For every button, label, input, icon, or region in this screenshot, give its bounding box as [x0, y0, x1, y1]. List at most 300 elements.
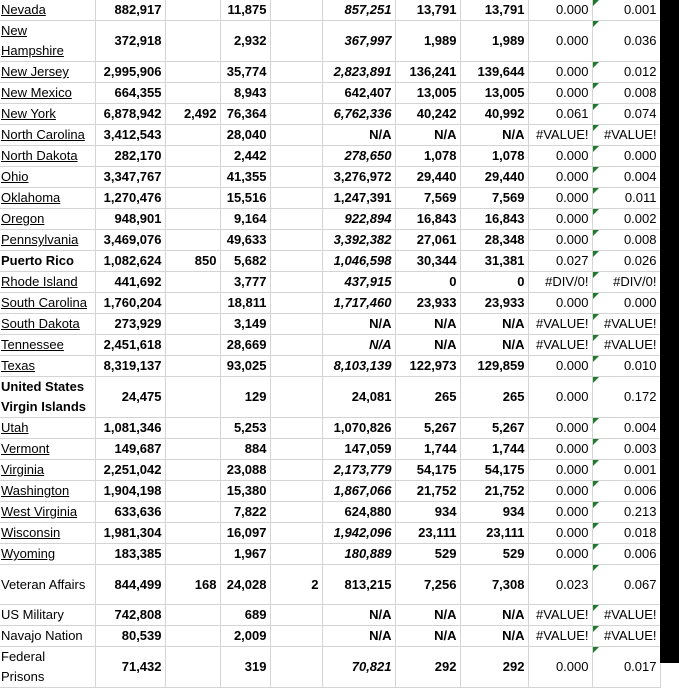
cell-jurisdiction[interactable] [0, 626, 95, 647]
cell-col-j[interactable]: #DIV/0! [592, 272, 660, 293]
cell-col-g[interactable]: 29,440 [395, 167, 460, 188]
cell-jurisdiction[interactable] [0, 146, 95, 167]
cell-col-e[interactable] [270, 104, 322, 125]
cell-col-g[interactable]: 27,061 [395, 230, 460, 251]
cell-col-h[interactable]: 1,989 [460, 21, 528, 62]
cell-jurisdiction[interactable] [0, 335, 95, 356]
cell-col-d[interactable]: 3,149 [220, 314, 270, 335]
cell-col-c[interactable] [165, 146, 220, 167]
cell-col-b[interactable]: 664,355 [95, 83, 165, 104]
cell-col-h[interactable]: 5,267 [460, 418, 528, 439]
cell-jurisdiction[interactable] [0, 481, 95, 502]
cell-col-b[interactable]: 282,170 [95, 146, 165, 167]
cell-col-e[interactable] [270, 209, 322, 230]
jurisdiction-link[interactable]: New Mexico [1, 85, 72, 100]
cell-col-h[interactable]: 21,752 [460, 481, 528, 502]
cell-col-g[interactable]: 1,989 [395, 21, 460, 62]
cell-col-h[interactable]: 23,111 [460, 523, 528, 544]
cell-col-i[interactable]: 0.027 [528, 251, 592, 272]
cell-col-i[interactable]: 0.000 [528, 647, 592, 688]
cell-col-g[interactable]: 16,843 [395, 209, 460, 230]
cell-jurisdiction[interactable] [0, 460, 95, 481]
cell-col-g[interactable]: 40,242 [395, 104, 460, 125]
cell-col-j[interactable]: 0.018 [592, 523, 660, 544]
cell-jurisdiction[interactable] [0, 272, 95, 293]
cell-col-j[interactable]: 0.003 [592, 439, 660, 460]
cell-col-j[interactable]: 0.011 [592, 188, 660, 209]
cell-col-f[interactable]: 24,081 [322, 377, 395, 418]
cell-col-b[interactable]: 2,995,906 [95, 62, 165, 83]
cell-col-e[interactable] [270, 418, 322, 439]
cell-col-h[interactable]: N/A [460, 125, 528, 146]
cell-col-i[interactable]: #VALUE! [528, 335, 592, 356]
cell-col-f[interactable]: 1,046,598 [322, 251, 395, 272]
cell-col-i[interactable]: #VALUE! [528, 605, 592, 626]
cell-col-e[interactable] [270, 335, 322, 356]
cell-col-b[interactable]: 149,687 [95, 439, 165, 460]
cell-col-d[interactable]: 23,088 [220, 460, 270, 481]
jurisdiction-link[interactable]: North Dakota [1, 148, 78, 163]
cell-col-c[interactable]: 2,492 [165, 104, 220, 125]
cell-col-h[interactable]: 54,175 [460, 460, 528, 481]
cell-col-i[interactable]: 0.000 [528, 230, 592, 251]
cell-col-h[interactable]: 139,644 [460, 62, 528, 83]
cell-col-c[interactable] [165, 418, 220, 439]
cell-col-b[interactable]: 844,499 [95, 565, 165, 605]
cell-col-b[interactable]: 1,981,304 [95, 523, 165, 544]
cell-col-d[interactable]: 2,932 [220, 21, 270, 62]
cell-col-e[interactable]: 2 [270, 565, 322, 605]
cell-col-g[interactable]: N/A [395, 335, 460, 356]
cell-col-f[interactable]: 70,821 [322, 647, 395, 688]
cell-col-c[interactable] [165, 21, 220, 62]
cell-col-b[interactable]: 2,451,618 [95, 335, 165, 356]
cell-col-e[interactable] [270, 523, 322, 544]
cell-jurisdiction[interactable] [0, 544, 95, 565]
cell-col-g[interactable]: 1,744 [395, 439, 460, 460]
jurisdiction-link[interactable]: New Jersey [1, 64, 69, 79]
cell-col-f[interactable]: 2,173,779 [322, 460, 395, 481]
cell-col-b[interactable]: 6,878,942 [95, 104, 165, 125]
cell-col-c[interactable] [165, 314, 220, 335]
cell-col-d[interactable]: 24,028 [220, 565, 270, 605]
cell-col-e[interactable] [270, 167, 322, 188]
cell-col-c[interactable] [165, 439, 220, 460]
cell-col-e[interactable] [270, 544, 322, 565]
cell-col-c[interactable] [165, 523, 220, 544]
jurisdiction-link[interactable]: Wyoming [1, 546, 56, 561]
cell-col-b[interactable]: 183,385 [95, 544, 165, 565]
cell-col-j[interactable]: 0.213 [592, 502, 660, 523]
cell-col-h[interactable]: N/A [460, 314, 528, 335]
cell-col-h[interactable]: 292 [460, 647, 528, 688]
cell-col-e[interactable] [270, 272, 322, 293]
cell-col-h[interactable]: 7,569 [460, 188, 528, 209]
cell-col-e[interactable] [270, 626, 322, 647]
jurisdiction-link[interactable]: West Virginia [1, 504, 78, 519]
cell-col-b[interactable]: 3,412,543 [95, 125, 165, 146]
cell-col-b[interactable]: 1,270,476 [95, 188, 165, 209]
cell-col-d[interactable]: 5,682 [220, 251, 270, 272]
cell-col-j[interactable]: #VALUE! [592, 626, 660, 647]
cell-col-h[interactable]: 13,005 [460, 83, 528, 104]
cell-col-d[interactable]: 5,253 [220, 418, 270, 439]
cell-jurisdiction[interactable] [0, 104, 95, 125]
cell-col-i[interactable]: 0.000 [528, 62, 592, 83]
cell-col-d[interactable]: 16,097 [220, 523, 270, 544]
cell-jurisdiction[interactable] [0, 83, 95, 104]
cell-col-i[interactable]: #VALUE! [528, 314, 592, 335]
cell-col-h[interactable]: 23,933 [460, 293, 528, 314]
cell-col-i[interactable]: 0.000 [528, 439, 592, 460]
cell-col-j[interactable]: 0.008 [592, 83, 660, 104]
cell-col-h[interactable]: 40,992 [460, 104, 528, 125]
cell-col-d[interactable]: 2,009 [220, 626, 270, 647]
cell-col-d[interactable]: 319 [220, 647, 270, 688]
cell-col-e[interactable] [270, 439, 322, 460]
cell-jurisdiction[interactable] [0, 314, 95, 335]
cell-col-g[interactable]: 1,078 [395, 146, 460, 167]
cell-col-d[interactable]: 49,633 [220, 230, 270, 251]
cell-col-e[interactable] [270, 21, 322, 62]
cell-col-c[interactable] [165, 356, 220, 377]
cell-col-c[interactable]: 850 [165, 251, 220, 272]
cell-col-e[interactable] [270, 230, 322, 251]
cell-jurisdiction[interactable] [0, 293, 95, 314]
cell-col-j[interactable]: #VALUE! [592, 125, 660, 146]
cell-col-c[interactable] [165, 83, 220, 104]
cell-jurisdiction[interactable] [0, 439, 95, 460]
cell-col-h[interactable]: 1,744 [460, 439, 528, 460]
cell-col-j[interactable]: 0.008 [592, 230, 660, 251]
cell-col-f[interactable]: 6,762,336 [322, 104, 395, 125]
cell-jurisdiction[interactable] [0, 356, 95, 377]
cell-col-g[interactable]: N/A [395, 314, 460, 335]
jurisdiction-link[interactable]: New Hampshire [1, 23, 64, 58]
cell-col-c[interactable] [165, 209, 220, 230]
cell-col-f[interactable]: 8,103,139 [322, 356, 395, 377]
cell-col-e[interactable] [270, 62, 322, 83]
cell-jurisdiction[interactable] [0, 0, 95, 21]
cell-col-j[interactable]: 0.000 [592, 293, 660, 314]
cell-col-f[interactable]: 147,059 [322, 439, 395, 460]
cell-col-h[interactable]: 31,381 [460, 251, 528, 272]
cell-col-j[interactable]: #VALUE! [592, 314, 660, 335]
cell-jurisdiction[interactable] [0, 125, 95, 146]
cell-col-c[interactable] [165, 544, 220, 565]
cell-col-f[interactable]: 1,867,066 [322, 481, 395, 502]
cell-col-f[interactable]: 1,717,460 [322, 293, 395, 314]
cell-col-d[interactable]: 884 [220, 439, 270, 460]
cell-col-g[interactable]: 7,256 [395, 565, 460, 605]
cell-col-d[interactable]: 129 [220, 377, 270, 418]
jurisdiction-link[interactable]: Pennsylvania [1, 232, 79, 247]
cell-jurisdiction[interactable] [0, 523, 95, 544]
cell-col-g[interactable]: 934 [395, 502, 460, 523]
cell-col-f[interactable]: 3,392,382 [322, 230, 395, 251]
cell-col-j[interactable]: 0.004 [592, 418, 660, 439]
cell-col-f[interactable]: N/A [322, 626, 395, 647]
cell-col-c[interactable] [165, 481, 220, 502]
cell-col-i[interactable]: 0.000 [528, 167, 592, 188]
cell-col-c[interactable] [165, 62, 220, 83]
cell-col-d[interactable]: 18,811 [220, 293, 270, 314]
cell-col-h[interactable]: 0 [460, 272, 528, 293]
cell-jurisdiction[interactable] [0, 188, 95, 209]
cell-col-i[interactable]: 0.000 [528, 293, 592, 314]
cell-col-i[interactable]: 0.000 [528, 544, 592, 565]
cell-col-c[interactable] [165, 335, 220, 356]
cell-col-i[interactable]: 0.000 [528, 21, 592, 62]
cell-jurisdiction[interactable] [0, 167, 95, 188]
cell-col-d[interactable]: 15,380 [220, 481, 270, 502]
cell-col-e[interactable] [270, 605, 322, 626]
cell-col-g[interactable]: 23,933 [395, 293, 460, 314]
cell-col-g[interactable]: N/A [395, 605, 460, 626]
cell-col-e[interactable] [270, 83, 322, 104]
cell-col-g[interactable]: 136,241 [395, 62, 460, 83]
cell-col-f[interactable]: 813,215 [322, 565, 395, 605]
jurisdiction-link[interactable]: South Dakota [1, 316, 80, 331]
jurisdiction-link[interactable]: Oklahoma [1, 190, 61, 205]
cell-col-g[interactable]: 529 [395, 544, 460, 565]
cell-col-b[interactable]: 3,347,767 [95, 167, 165, 188]
cell-jurisdiction[interactable] [0, 565, 95, 605]
cell-col-g[interactable]: 5,267 [395, 418, 460, 439]
cell-col-d[interactable]: 28,669 [220, 335, 270, 356]
cell-col-g[interactable]: 0 [395, 272, 460, 293]
cell-col-g[interactable]: 265 [395, 377, 460, 418]
jurisdiction-link[interactable]: Vermont [1, 441, 50, 456]
cell-col-f[interactable]: 3,276,972 [322, 167, 395, 188]
cell-jurisdiction[interactable] [0, 647, 95, 688]
cell-col-b[interactable]: 2,251,042 [95, 460, 165, 481]
cell-col-j[interactable]: 0.172 [592, 377, 660, 418]
jurisdiction-link[interactable]: Texas [1, 358, 35, 373]
cell-col-f[interactable]: N/A [322, 335, 395, 356]
cell-col-e[interactable] [270, 481, 322, 502]
cell-col-f[interactable]: 2,823,891 [322, 62, 395, 83]
jurisdiction-link[interactable]: Tennessee [1, 337, 64, 352]
cell-col-e[interactable] [270, 125, 322, 146]
cell-col-b[interactable]: 3,469,076 [95, 230, 165, 251]
cell-jurisdiction[interactable] [0, 230, 95, 251]
cell-col-j[interactable]: 0.012 [592, 62, 660, 83]
cell-col-j[interactable]: 0.000 [592, 146, 660, 167]
cell-col-d[interactable]: 7,822 [220, 502, 270, 523]
cell-col-i[interactable]: 0.000 [528, 523, 592, 544]
cell-jurisdiction[interactable] [0, 62, 95, 83]
jurisdiction-link[interactable]: Ohio [1, 169, 29, 184]
cell-col-c[interactable] [165, 377, 220, 418]
cell-col-h[interactable]: 1,078 [460, 146, 528, 167]
cell-col-d[interactable]: 8,943 [220, 83, 270, 104]
cell-col-i[interactable]: 0.061 [528, 104, 592, 125]
cell-col-i[interactable]: #VALUE! [528, 626, 592, 647]
cell-col-i[interactable]: 0.000 [528, 209, 592, 230]
cell-col-j[interactable]: 0.001 [592, 0, 660, 21]
cell-col-d[interactable]: 689 [220, 605, 270, 626]
cell-col-g[interactable]: 23,111 [395, 523, 460, 544]
cell-jurisdiction[interactable] [0, 605, 95, 626]
cell-col-c[interactable] [165, 167, 220, 188]
cell-col-i[interactable]: 0.000 [528, 83, 592, 104]
cell-col-f[interactable]: 367,997 [322, 21, 395, 62]
cell-col-c[interactable] [165, 502, 220, 523]
cell-col-d[interactable]: 11,875 [220, 0, 270, 21]
cell-col-d[interactable]: 93,025 [220, 356, 270, 377]
cell-col-b[interactable]: 742,808 [95, 605, 165, 626]
cell-col-g[interactable]: 292 [395, 647, 460, 688]
cell-col-h[interactable]: 129,859 [460, 356, 528, 377]
cell-col-c[interactable] [165, 626, 220, 647]
cell-col-g[interactable]: 54,175 [395, 460, 460, 481]
cell-col-f[interactable]: 1,942,096 [322, 523, 395, 544]
jurisdiction-link[interactable]: Nevada [1, 2, 46, 17]
cell-col-h[interactable]: 29,440 [460, 167, 528, 188]
cell-col-c[interactable] [165, 647, 220, 688]
cell-col-i[interactable]: 0.023 [528, 565, 592, 605]
cell-col-b[interactable]: 1,082,624 [95, 251, 165, 272]
jurisdiction-link[interactable]: South Carolina [1, 295, 87, 310]
cell-col-j[interactable]: 0.074 [592, 104, 660, 125]
cell-col-f[interactable]: 857,251 [322, 0, 395, 21]
cell-col-f[interactable]: 1,070,826 [322, 418, 395, 439]
cell-col-e[interactable] [270, 314, 322, 335]
cell-jurisdiction[interactable] [0, 377, 95, 418]
cell-col-j[interactable]: 0.006 [592, 481, 660, 502]
cell-col-b[interactable]: 948,901 [95, 209, 165, 230]
cell-col-g[interactable]: 7,569 [395, 188, 460, 209]
cell-col-b[interactable]: 372,918 [95, 21, 165, 62]
cell-col-e[interactable] [270, 293, 322, 314]
cell-col-g[interactable]: 30,344 [395, 251, 460, 272]
cell-col-d[interactable]: 9,164 [220, 209, 270, 230]
cell-col-i[interactable]: 0.000 [528, 356, 592, 377]
cell-col-h[interactable]: N/A [460, 335, 528, 356]
cell-col-g[interactable]: N/A [395, 626, 460, 647]
cell-col-f[interactable]: 922,894 [322, 209, 395, 230]
cell-col-j[interactable]: 0.001 [592, 460, 660, 481]
cell-col-i[interactable]: 0.000 [528, 418, 592, 439]
cell-jurisdiction[interactable] [0, 418, 95, 439]
cell-col-g[interactable]: 122,973 [395, 356, 460, 377]
cell-col-b[interactable]: 1,760,204 [95, 293, 165, 314]
cell-col-i[interactable]: #DIV/0! [528, 272, 592, 293]
cell-col-e[interactable] [270, 647, 322, 688]
cell-col-h[interactable]: 16,843 [460, 209, 528, 230]
cell-col-c[interactable] [165, 605, 220, 626]
cell-col-b[interactable]: 882,917 [95, 0, 165, 21]
cell-col-f[interactable]: 1,247,391 [322, 188, 395, 209]
jurisdiction-link[interactable]: Rhode Island [1, 274, 78, 289]
cell-col-i[interactable]: 0.000 [528, 502, 592, 523]
cell-col-j[interactable]: 0.010 [592, 356, 660, 377]
jurisdiction-link[interactable]: Virginia [1, 462, 45, 477]
cell-col-f[interactable]: 624,880 [322, 502, 395, 523]
cell-col-b[interactable]: 80,539 [95, 626, 165, 647]
jurisdiction-link[interactable]: Washington [1, 483, 70, 498]
cell-col-d[interactable]: 28,040 [220, 125, 270, 146]
cell-col-b[interactable]: 71,432 [95, 647, 165, 688]
cell-jurisdiction[interactable] [0, 502, 95, 523]
cell-col-e[interactable] [270, 146, 322, 167]
cell-col-e[interactable] [270, 356, 322, 377]
cell-col-h[interactable]: N/A [460, 626, 528, 647]
cell-col-f[interactable]: 180,889 [322, 544, 395, 565]
cell-col-f[interactable]: N/A [322, 314, 395, 335]
cell-col-i[interactable]: #VALUE! [528, 125, 592, 146]
jurisdiction-link[interactable]: New York [1, 106, 56, 121]
cell-col-j[interactable]: 0.017 [592, 647, 660, 688]
cell-col-g[interactable]: 13,791 [395, 0, 460, 21]
cell-col-b[interactable]: 441,692 [95, 272, 165, 293]
cell-col-j[interactable]: 0.004 [592, 167, 660, 188]
cell-col-d[interactable]: 3,777 [220, 272, 270, 293]
cell-col-j[interactable]: 0.026 [592, 251, 660, 272]
cell-col-b[interactable]: 8,319,137 [95, 356, 165, 377]
cell-col-i[interactable]: 0.000 [528, 0, 592, 21]
jurisdiction-link[interactable]: Wisconsin [1, 525, 61, 540]
cell-col-e[interactable] [270, 188, 322, 209]
cell-col-j[interactable]: #VALUE! [592, 605, 660, 626]
cell-col-d[interactable]: 15,516 [220, 188, 270, 209]
cell-col-h[interactable]: 934 [460, 502, 528, 523]
cell-col-i[interactable]: 0.000 [528, 146, 592, 167]
cell-col-b[interactable]: 1,081,346 [95, 418, 165, 439]
cell-col-f[interactable]: 278,650 [322, 146, 395, 167]
cell-col-i[interactable]: 0.000 [528, 377, 592, 418]
cell-col-f[interactable]: N/A [322, 605, 395, 626]
cell-jurisdiction[interactable] [0, 251, 95, 272]
cell-col-f[interactable]: N/A [322, 125, 395, 146]
cell-col-j[interactable]: 0.036 [592, 21, 660, 62]
cell-col-c[interactable] [165, 0, 220, 21]
cell-col-h[interactable]: 13,791 [460, 0, 528, 21]
cell-col-b[interactable]: 1,904,198 [95, 481, 165, 502]
cell-col-c[interactable] [165, 272, 220, 293]
cell-col-d[interactable]: 41,355 [220, 167, 270, 188]
cell-col-b[interactable]: 273,929 [95, 314, 165, 335]
cell-col-c[interactable] [165, 230, 220, 251]
cell-col-f[interactable]: 642,407 [322, 83, 395, 104]
cell-col-f[interactable]: 437,915 [322, 272, 395, 293]
cell-col-c[interactable] [165, 125, 220, 146]
cell-col-e[interactable] [270, 460, 322, 481]
cell-col-e[interactable] [270, 377, 322, 418]
cell-col-e[interactable] [270, 251, 322, 272]
cell-col-c[interactable] [165, 188, 220, 209]
cell-col-d[interactable]: 2,442 [220, 146, 270, 167]
jurisdiction-link[interactable]: North Carolina [1, 127, 85, 142]
cell-col-d[interactable]: 1,967 [220, 544, 270, 565]
cell-col-b[interactable]: 633,636 [95, 502, 165, 523]
cell-col-j[interactable]: 0.067 [592, 565, 660, 605]
cell-col-c[interactable] [165, 293, 220, 314]
cell-col-c[interactable]: 168 [165, 565, 220, 605]
cell-jurisdiction[interactable] [0, 209, 95, 230]
cell-col-g[interactable]: 13,005 [395, 83, 460, 104]
cell-col-h[interactable]: 7,308 [460, 565, 528, 605]
cell-col-h[interactable]: 28,348 [460, 230, 528, 251]
cell-col-e[interactable] [270, 0, 322, 21]
cell-col-e[interactable] [270, 502, 322, 523]
cell-col-b[interactable]: 24,475 [95, 377, 165, 418]
jurisdiction-link[interactable]: Oregon [1, 211, 45, 226]
cell-col-g[interactable]: N/A [395, 125, 460, 146]
cell-jurisdiction[interactable] [0, 21, 95, 62]
cell-col-g[interactable]: 21,752 [395, 481, 460, 502]
